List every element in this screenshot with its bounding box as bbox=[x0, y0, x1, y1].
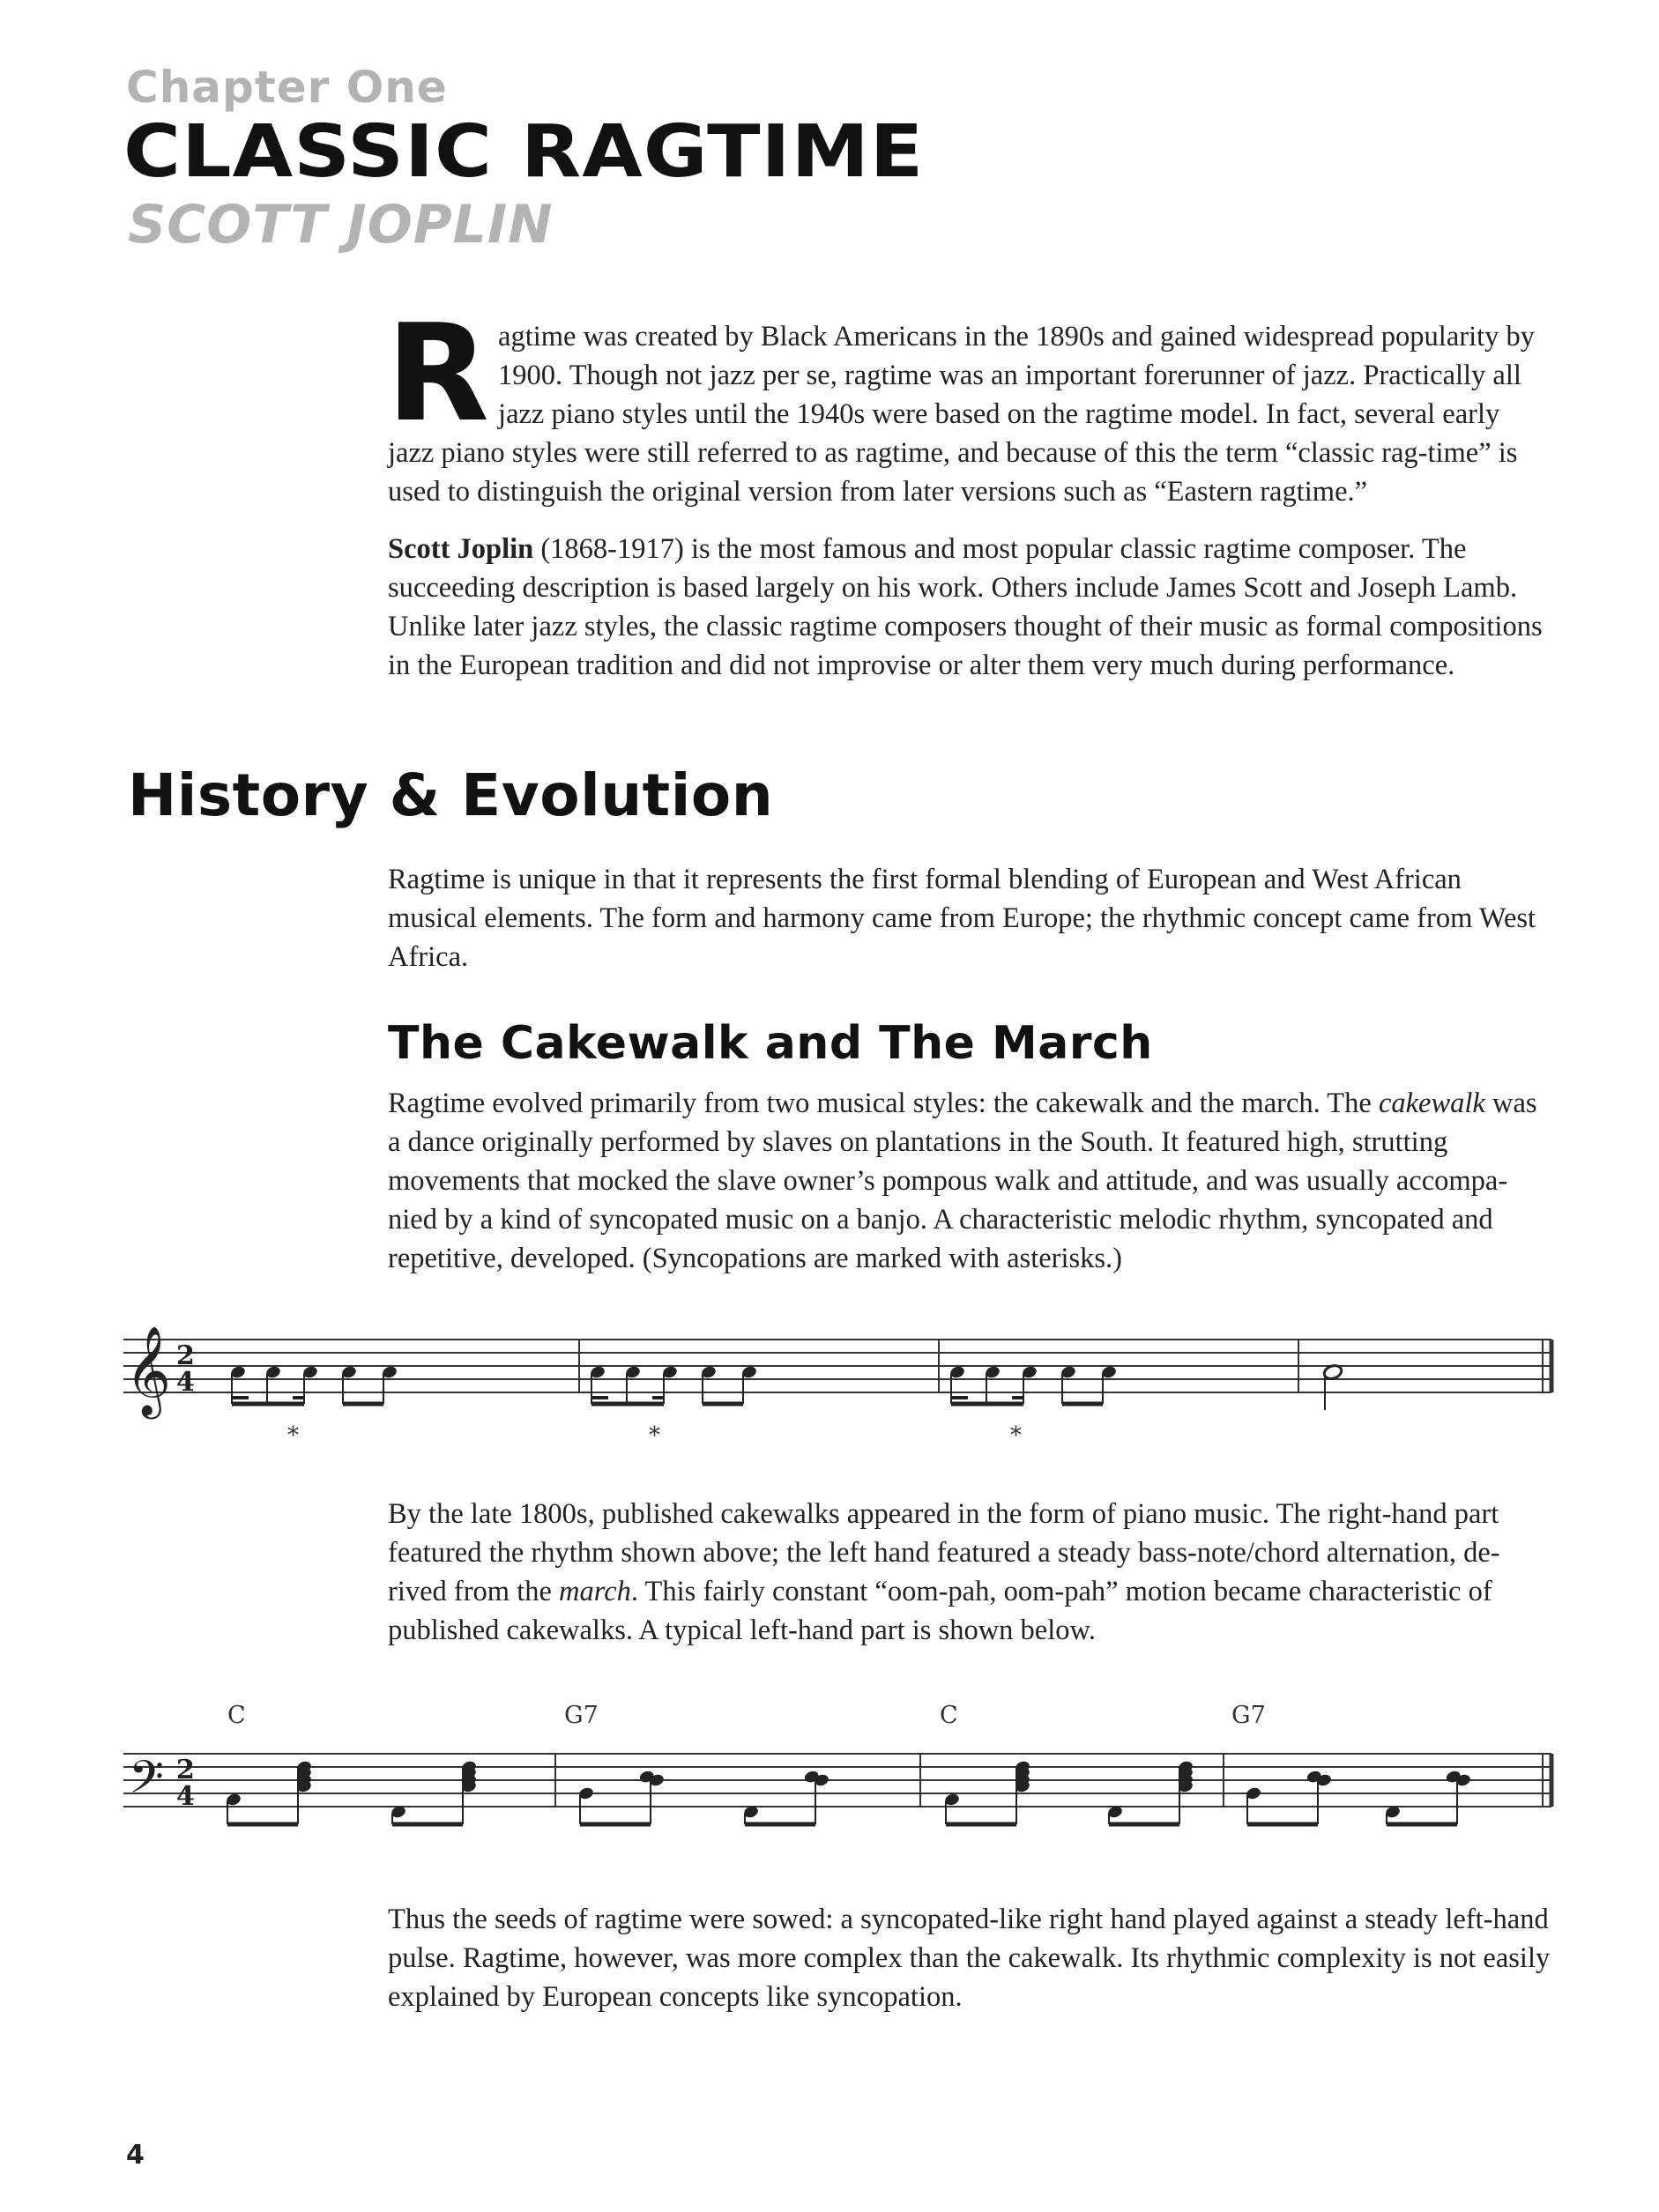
music-example-2 bbox=[0, 1692, 1659, 1851]
cakewalk-paragraph-2-block bbox=[388, 1495, 1551, 1650]
asterisk-marker: * bbox=[649, 1422, 660, 1449]
chord-symbols bbox=[227, 1702, 1266, 1729]
treble-clef-icon: 𝄞 bbox=[125, 1325, 172, 1415]
cakewalk-p2-text-a: By the late 1800s, published cakewalks appeared in the form of piano music. The right-hand part featured the rhythm shown above; the left hand featured a steady bass-note/chord alternation, de-rived from the bbox=[388, 1498, 1500, 1607]
intro-paragraph-2-text: (1868-1917) is the most famous and most popular classic ragtime composer. The succeeding description is based largely on his work. Others include James Scott and Joseph Lamb. Unlike later jazz styles, the classic ragtime composers thought of their music as formal compositions in the European tradition and did not improvise or alter them very much during performance. bbox=[388, 533, 1543, 681]
intro-paragraph-2 bbox=[388, 530, 1551, 685]
chapter-subtitle: SCOTT JOPLIN bbox=[128, 194, 554, 256]
asterisk-marker: * bbox=[287, 1422, 299, 1449]
composer-name: Scott Joplin bbox=[388, 533, 534, 565]
history-section bbox=[388, 860, 1551, 976]
cakewalk-p1-text-a: Ragtime evolved primarily from two musical styles: the cakewalk and the march. The bbox=[388, 1087, 1379, 1119]
cakewalk-paragraph-1 bbox=[388, 1084, 1551, 1278]
cakewalk-term: cakewalk bbox=[1378, 1087, 1485, 1119]
drop-cap: R bbox=[386, 295, 490, 451]
subsection-heading-cakewalk: The Cakewalk and The March bbox=[388, 1017, 1153, 1070]
music-example-1 bbox=[0, 1322, 1659, 1472]
chapter-title: CLASSIC RAGTIME bbox=[123, 110, 925, 194]
cakewalk-paragraph-3-block bbox=[388, 1900, 1551, 2016]
cakewalk-paragraph-1-block bbox=[388, 1084, 1551, 1278]
chord-symbol: C bbox=[227, 1702, 246, 1729]
asterisk-marker: * bbox=[1010, 1422, 1022, 1449]
page-number: 4 bbox=[126, 2140, 145, 2171]
chapter-label: Chapter One bbox=[126, 62, 448, 113]
intro-paragraph-1-text: agtime was created by Black Americans in the 1890s and gained widespread popularity by 1900. Though not jazz per se, ragtime was an important forerunner of jazz. Practically all jazz piano styles until the 1940s were based on the ragtime model. In fact, several early jazz piano styles were still referred to as ragtime, and because of this the term “classic rag-time” is used to distinguish the original version from later versions such as “Eastern ragtime.” bbox=[388, 321, 1536, 508]
cakewalk-paragraph-3: Thus the seeds of ragtime were sowed: a syncopated-like right hand played against a steady left-hand pulse. Ragtime, however, was more complex than the cakewalk. Its rhythmic complexity is not easily explained by European concepts like syncopation. bbox=[388, 1904, 1551, 2013]
bass-chord-notes bbox=[225, 1760, 1471, 1824]
staff-lines bbox=[123, 1754, 1551, 1807]
intro-paragraph-1 bbox=[386, 295, 1551, 511]
chord-symbol: G7 bbox=[1231, 1702, 1266, 1729]
time-signature-top: 2 bbox=[176, 1755, 195, 1785]
march-term: march bbox=[559, 1576, 631, 1607]
section-heading-history: History & Evolution bbox=[128, 761, 774, 829]
chord-symbol: G7 bbox=[564, 1702, 599, 1729]
cakewalk-paragraph-2 bbox=[388, 1495, 1551, 1650]
chord-symbol: C bbox=[940, 1702, 958, 1729]
rhythm-notes bbox=[229, 1363, 1343, 1410]
cakewalk-p1-text-b: was a dance originally performed by slaves on plantations in the South. It featured high, strutting movements that mocked the slave owner’s pompous walk and attitude, and was usually accompa-nied by a kind of syncopated music on a banjo. A characteristic melodic rhythm, syncopated and repetitive, developed. (Syncopations are marked with asterisks.) bbox=[388, 1087, 1537, 1274]
bass-clef-icon: 𝄢 bbox=[129, 1750, 164, 1815]
history-paragraph: Ragtime is unique in that it represents the first formal blending of European and West African musical elements. The form and harmony came from Europe; the rhythmic concept came from West Africa. bbox=[388, 864, 1536, 973]
intro-section bbox=[386, 295, 1551, 685]
cakewalk-p2-text-b: . This fairly constant “oom-pah, oom-pah” motion became characteristic of published cakewalks. A typical left-hand part is shown below. bbox=[388, 1576, 1492, 1646]
time-signature-bottom: 4 bbox=[176, 1781, 195, 1812]
time-signature-top: 2 bbox=[176, 1340, 195, 1371]
syncopation-asterisks bbox=[287, 1422, 1022, 1449]
time-signature-bottom: 4 bbox=[176, 1367, 195, 1398]
